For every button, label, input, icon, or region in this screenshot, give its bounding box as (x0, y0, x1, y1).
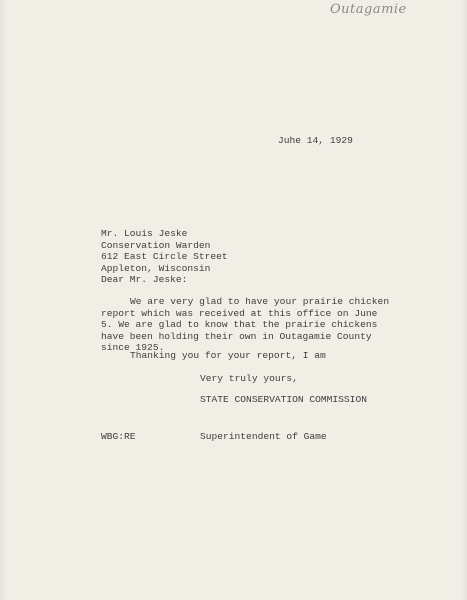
page-edge-shadow-right (460, 0, 467, 600)
body-line: We are very glad to have your prairie chicken (130, 296, 390, 307)
body-line: have been holding their own in Outagamie County (101, 330, 372, 342)
recipient-name: Mr. Louis Jeske (101, 228, 188, 239)
handwritten-annotation: Outagamie (330, 2, 407, 17)
letter-date: Juhe 14, 1929 (278, 135, 353, 146)
recipient-city: Appleton, Wisconsin (101, 262, 211, 274)
page-edge-shadow-left (0, 0, 7, 600)
body-line: since 1925. (101, 342, 165, 353)
recipient-address (101, 228, 228, 274)
reference-initials: WBG:RE (101, 431, 136, 442)
body-line: report which was received at this office on June (101, 307, 378, 319)
signer-title: Superintendent of Game (200, 431, 327, 442)
recipient-street: 612 East Circle Street (101, 251, 228, 262)
organization-name: STATE CONSERVATION COMMISSION (200, 394, 367, 405)
salutation: Dear Mr. Jeske: (101, 274, 188, 285)
closing: Very truly yours, (200, 373, 298, 384)
body-line: 5. We are glad to know that the prairie chickens (101, 319, 378, 330)
recipient-title: Conservation Warden (101, 239, 211, 251)
thanks-line: Thanking you for your report, I am (130, 350, 326, 361)
body-paragraph (101, 296, 389, 354)
